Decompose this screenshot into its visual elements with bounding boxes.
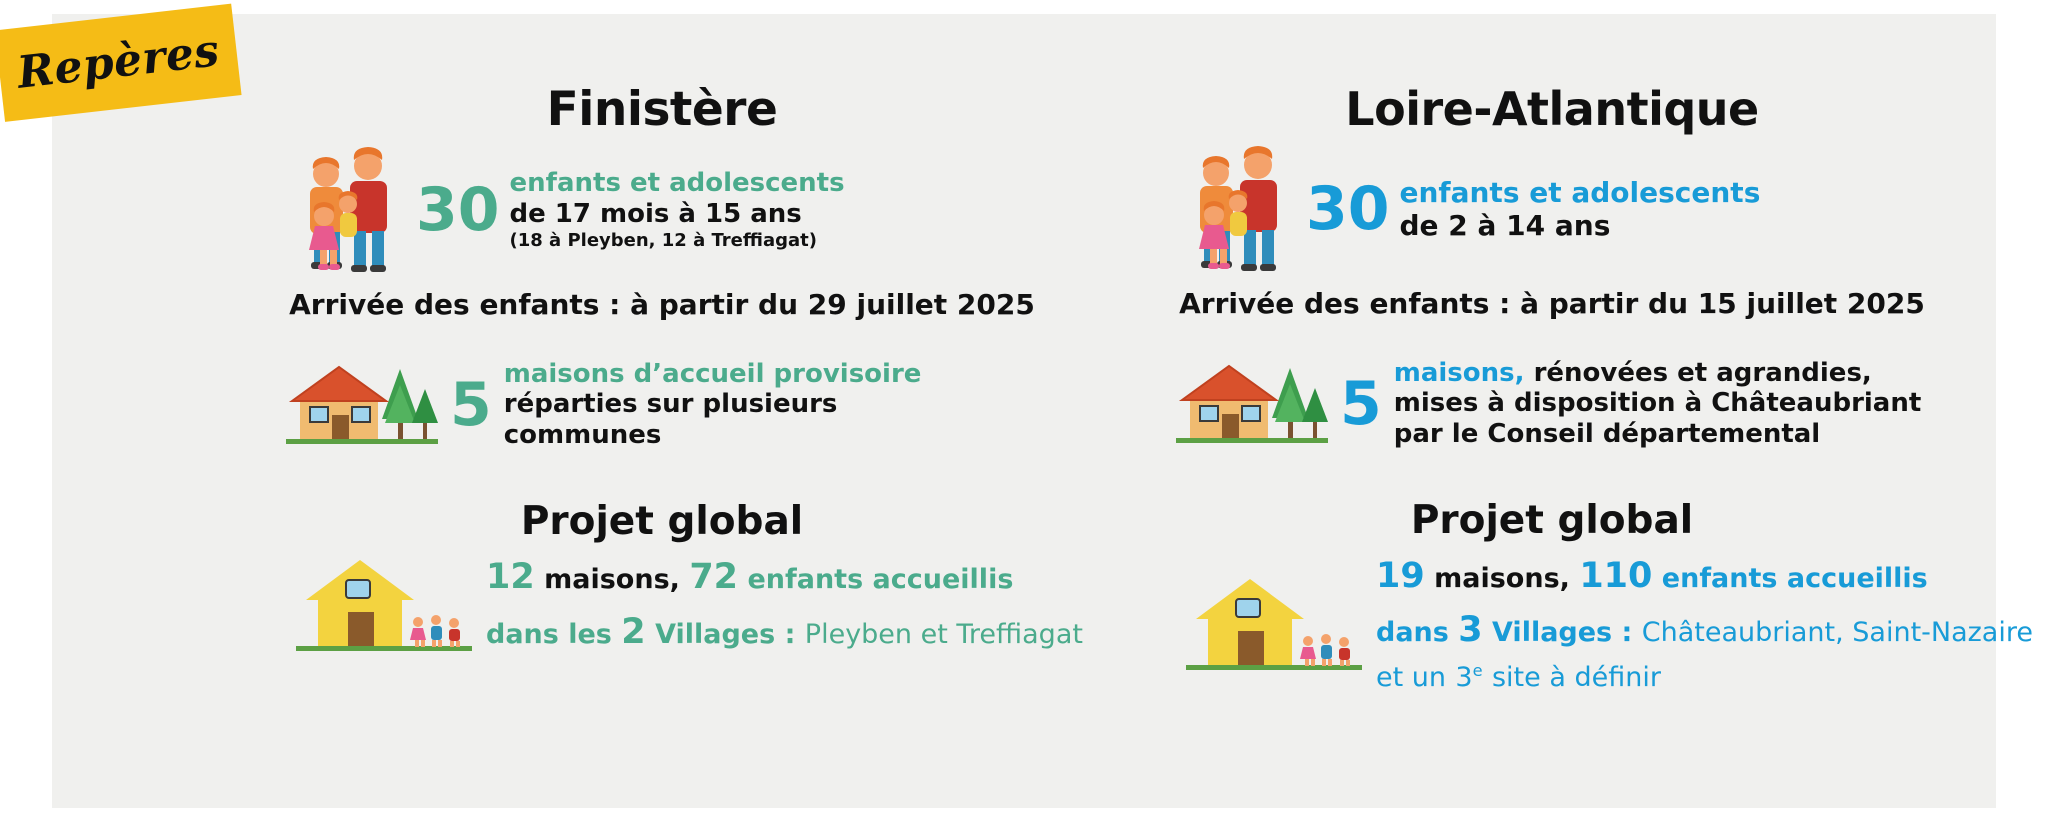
project-extra-number-sup: e <box>1472 661 1483 681</box>
houses-line2-finistere: réparties sur plusieurs <box>503 389 838 420</box>
houses-headline-loire-atlantique: maisons, <box>1393 357 1525 388</box>
project-houses-number-finistere: 12 <box>486 557 535 598</box>
project-houses-word-loire-atlantique: maisons, <box>1434 562 1570 594</box>
family-icon <box>282 144 410 276</box>
column-title-loire-atlantique: Loire-Atlantique <box>1345 82 1759 136</box>
house-with-children-icon <box>1172 569 1372 679</box>
children-age-loire-atlantique: de 2 à 14 ans <box>1399 208 1611 242</box>
project-row-loire-atlantique <box>1172 549 2033 699</box>
project-villages-prefix-loire-atlantique: dans <box>1376 616 1449 648</box>
project-villages-word-loire-atlantique: Villages : <box>1492 616 1633 648</box>
project-line2-finistere <box>486 605 1083 659</box>
project-villages-word-finistere: Villages : <box>655 618 796 650</box>
children-row-loire-atlantique <box>1172 143 1932 275</box>
houses-text-loire-atlantique <box>1394 358 1922 450</box>
houses-count-loire-atlantique: 5 <box>1340 368 1382 439</box>
column-loire-atlantique <box>1172 82 2033 784</box>
project-text-loire-atlantique <box>1376 549 2033 699</box>
column-title-finistere: Finistère <box>546 82 778 137</box>
project-line1-finistere <box>486 550 1083 604</box>
house-with-trees-icon <box>282 355 442 455</box>
houses-line3-loire-atlantique: par le Conseil départemental <box>1393 418 1821 449</box>
project-text-finistere <box>486 550 1083 659</box>
project-villages-names-finistere: Pleyben et Treffiagat <box>804 618 1083 650</box>
children-count-finistere: 30 <box>416 174 500 245</box>
houses-count-finistere: 5 <box>450 369 492 440</box>
project-title-loire-atlantique: Projet global <box>1410 497 1694 543</box>
houses-row-finistere <box>282 355 1042 455</box>
arrival-finistere: Arrivée des enfants : à partir du 29 juillet 2025 <box>289 287 1035 321</box>
project-villages-number-loire-atlantique: 3 <box>1458 609 1483 650</box>
ribbon-label: Repères <box>14 24 222 99</box>
project-children-word-loire-atlantique: enfants accueillis <box>1661 562 1928 594</box>
column-finistere <box>282 82 1083 784</box>
children-row-finistere <box>282 144 1042 276</box>
children-detail-finistere: (18 à Pleyben, 12 à Treffiagat) <box>509 229 817 251</box>
project-children-number-finistere: 72 <box>689 557 739 598</box>
houses-headline-rest-loire-atlantique: rénovées et agrandies, <box>1533 357 1872 388</box>
children-count-loire-atlantique: 30 <box>1306 173 1390 244</box>
project-line1-loire-atlantique <box>1376 549 2033 603</box>
houses-text-finistere <box>504 359 922 451</box>
project-extra-rest-loire-atlantique: site à définir <box>1491 662 1661 694</box>
project-children-word-finistere: enfants accueillis <box>747 564 1014 596</box>
repere-ribbon <box>0 14 250 114</box>
project-line2-loire-atlantique <box>1376 603 2033 657</box>
project-houses-word-finistere: maisons, <box>544 564 680 596</box>
children-text-loire-atlantique <box>1400 176 1761 242</box>
project-extra-number-loire-atlantique <box>1455 662 1482 693</box>
project-villages-prefix-finistere: dans les <box>486 618 612 650</box>
project-villages-number-finistere: 2 <box>621 611 646 652</box>
house-with-children-icon <box>282 550 482 660</box>
house-with-trees-icon <box>1172 354 1332 454</box>
houses-line3-finistere: communes <box>503 420 662 451</box>
family-icon <box>1172 143 1300 275</box>
project-houses-number-loire-atlantique: 19 <box>1376 555 1425 596</box>
project-villages-names-loire-atlantique: Châteaubriant, Saint-Nazaire <box>1641 616 2033 648</box>
houses-line2-loire-atlantique: mises à disposition à Châteaubriant <box>1393 388 1922 419</box>
project-extra-prefix-loire-atlantique: et un <box>1376 662 1447 694</box>
children-headline-finistere: enfants et adolescents <box>509 168 845 199</box>
project-extra-number-value: 3 <box>1455 662 1473 694</box>
houses-headline-finistere: maisons d’accueil provisoire <box>503 358 922 389</box>
houses-row-loire-atlantique <box>1172 354 1932 454</box>
content-panel <box>14 14 2033 808</box>
children-headline-loire-atlantique: enfants et adolescents <box>1399 175 1761 209</box>
project-row-finistere <box>282 550 1083 660</box>
children-text-finistere <box>510 168 845 251</box>
project-title-finistere: Projet global <box>520 498 804 544</box>
children-age-finistere: de 17 mois à 15 ans <box>509 199 802 230</box>
project-children-number-loire-atlantique: 110 <box>1579 555 1653 596</box>
arrival-loire-atlantique: Arrivée des enfants : à partir du 15 juillet 2025 <box>1179 286 1925 320</box>
project-line3-loire-atlantique <box>1376 657 2033 699</box>
